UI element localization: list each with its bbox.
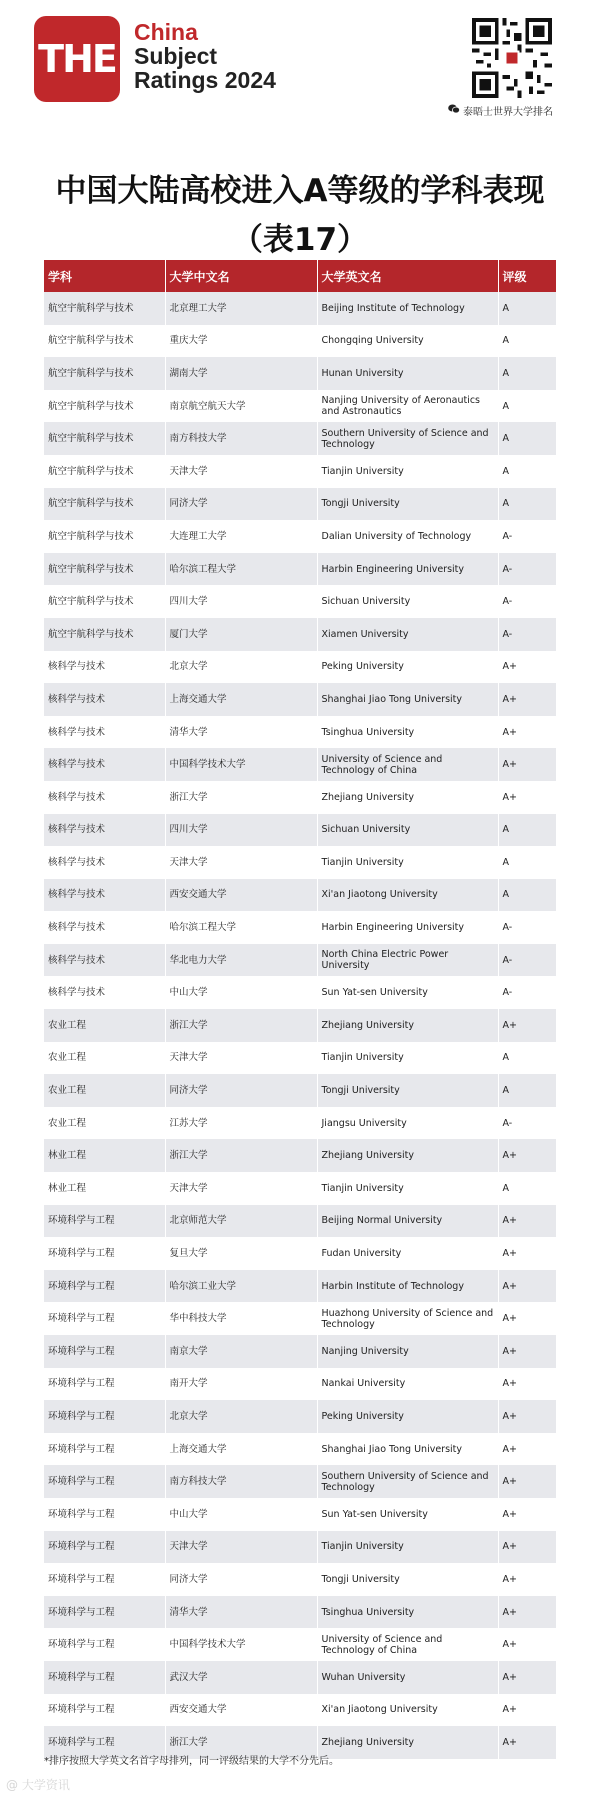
cell-chinese-name: 中山大学	[165, 1498, 317, 1531]
cell-subject: 航空宇航科学与技术	[44, 520, 165, 553]
table-row	[44, 1205, 556, 1238]
cell-chinese-name: 四川大学	[165, 585, 317, 618]
table-row	[44, 1661, 556, 1694]
cell-english-name: Nankai University	[317, 1368, 498, 1401]
table-row	[44, 944, 556, 977]
cell-subject: 核科学与技术	[44, 911, 165, 944]
cell-rating: A+	[498, 1335, 556, 1368]
cell-chinese-name: 四川大学	[165, 814, 317, 847]
cell-chinese-name: 江苏大学	[165, 1107, 317, 1140]
brand-line-china: China	[134, 19, 198, 45]
cell-chinese-name: 华中科技大学	[165, 1302, 317, 1335]
cell-rating: A+	[498, 651, 556, 684]
table-row	[44, 1596, 556, 1629]
cell-english-name: Nanjing University of Aeronautics and Astronautics	[317, 390, 498, 423]
cell-chinese-name: 同济大学	[165, 1074, 317, 1107]
cell-english-name: Southern University of Science and Technology	[317, 1465, 498, 1498]
cell-chinese-name: 湖南大学	[165, 357, 317, 390]
cell-english-name: Harbin Engineering University	[317, 553, 498, 586]
column-header-english-name: 大学英文名	[317, 260, 498, 292]
qr-caption-text: 泰晤士世界大学排名	[463, 107, 553, 118]
cell-rating: A+	[498, 1009, 556, 1042]
cell-subject: 核科学与技术	[44, 781, 165, 814]
cell-rating: A+	[498, 1302, 556, 1335]
cell-rating: A-	[498, 1107, 556, 1140]
cell-subject: 航空宇航科学与技术	[44, 553, 165, 586]
cell-chinese-name: 天津大学	[165, 455, 317, 488]
cell-subject: 环境科学与工程	[44, 1661, 165, 1694]
cell-rating: A+	[498, 1139, 556, 1172]
cell-rating: A+	[498, 1726, 556, 1759]
cell-subject: 环境科学与工程	[44, 1302, 165, 1335]
table-row	[44, 1139, 556, 1172]
cell-chinese-name: 上海交通大学	[165, 683, 317, 716]
cell-chinese-name: 浙江大学	[165, 1139, 317, 1172]
cell-subject: 核科学与技术	[44, 651, 165, 684]
cell-subject: 环境科学与工程	[44, 1628, 165, 1661]
table-row	[44, 488, 556, 521]
table-row	[44, 1368, 556, 1401]
cell-english-name: Tongji University	[317, 1563, 498, 1596]
cell-subject: 环境科学与工程	[44, 1694, 165, 1727]
cell-chinese-name: 北京大学	[165, 1400, 317, 1433]
cell-english-name: Xi'an Jiaotong University	[317, 1694, 498, 1727]
cell-rating: A+	[498, 781, 556, 814]
cell-english-name: Harbin Engineering University	[317, 911, 498, 944]
cell-rating: A	[498, 814, 556, 847]
cell-subject: 环境科学与工程	[44, 1368, 165, 1401]
column-header-chinese-name: 大学中文名	[165, 260, 317, 292]
table-row	[44, 1694, 556, 1727]
cell-english-name: Shanghai Jiao Tong University	[317, 683, 498, 716]
cell-subject: 航空宇航科学与技术	[44, 357, 165, 390]
cell-chinese-name: 清华大学	[165, 716, 317, 749]
cell-subject: 航空宇航科学与技术	[44, 488, 165, 521]
cell-chinese-name: 同济大学	[165, 1563, 317, 1596]
cell-subject: 航空宇航科学与技术	[44, 585, 165, 618]
cell-rating: A	[498, 390, 556, 423]
cell-chinese-name: 大连理工大学	[165, 520, 317, 553]
cell-english-name: Huazhong University of Science and Technology	[317, 1302, 498, 1335]
cell-chinese-name: 中国科学技术大学	[165, 748, 317, 781]
cell-chinese-name: 南开大学	[165, 1368, 317, 1401]
column-header-subject: 学科	[44, 260, 165, 292]
cell-english-name: Tianjin University	[317, 846, 498, 879]
cell-subject: 农业工程	[44, 1042, 165, 1075]
cell-english-name: Beijing Institute of Technology	[317, 292, 498, 325]
cell-subject: 核科学与技术	[44, 683, 165, 716]
cell-chinese-name: 重庆大学	[165, 325, 317, 358]
cell-chinese-name: 天津大学	[165, 1531, 317, 1564]
cell-chinese-name: 北京理工大学	[165, 292, 317, 325]
cell-chinese-name: 北京师范大学	[165, 1205, 317, 1238]
table-row	[44, 1498, 556, 1531]
cell-english-name: Nanjing University	[317, 1335, 498, 1368]
cell-subject: 航空宇航科学与技术	[44, 422, 165, 455]
page-subtitle: （表17）	[231, 222, 369, 258]
cell-rating: A-	[498, 618, 556, 651]
cell-rating: A+	[498, 1694, 556, 1727]
table-row	[44, 1465, 556, 1498]
cell-rating: A-	[498, 520, 556, 553]
cell-rating: A	[498, 879, 556, 912]
qr-caption	[448, 103, 553, 118]
cell-english-name: Wuhan University	[317, 1661, 498, 1694]
table-row	[44, 1433, 556, 1466]
cell-english-name: Sichuan University	[317, 585, 498, 618]
cell-chinese-name: 天津大学	[165, 1172, 317, 1205]
cell-english-name: Zhejiang University	[317, 1139, 498, 1172]
cell-chinese-name: 浙江大学	[165, 1009, 317, 1042]
cell-english-name: Xi'an Jiaotong University	[317, 879, 498, 912]
cell-english-name: Tsinghua University	[317, 716, 498, 749]
cell-chinese-name: 南方科技大学	[165, 1465, 317, 1498]
cell-chinese-name: 南京大学	[165, 1335, 317, 1368]
table-row	[44, 357, 556, 390]
cell-chinese-name: 同济大学	[165, 488, 317, 521]
page-title: 中国大陆高校进入A等级的学科表现	[55, 173, 545, 209]
cell-subject: 农业工程	[44, 1107, 165, 1140]
cell-chinese-name: 清华大学	[165, 1596, 317, 1629]
cell-subject: 航空宇航科学与技术	[44, 325, 165, 358]
cell-subject: 环境科学与工程	[44, 1433, 165, 1466]
cell-rating: A	[498, 422, 556, 455]
cell-english-name: Jiangsu University	[317, 1107, 498, 1140]
cell-subject: 航空宇航科学与技术	[44, 390, 165, 423]
cell-rating: A	[498, 846, 556, 879]
table-row	[44, 748, 556, 781]
cell-rating: A-	[498, 944, 556, 977]
brand-line-ratings: Ratings 2024	[134, 67, 276, 93]
cell-rating: A	[498, 1172, 556, 1205]
cell-english-name: Sun Yat-sen University	[317, 1498, 498, 1531]
cell-subject: 环境科学与工程	[44, 1335, 165, 1368]
cell-english-name: Tianjin University	[317, 455, 498, 488]
table-row	[44, 976, 556, 1009]
cell-chinese-name: 天津大学	[165, 846, 317, 879]
cell-chinese-name: 华北电力大学	[165, 944, 317, 977]
cell-subject: 核科学与技术	[44, 879, 165, 912]
cell-chinese-name: 北京大学	[165, 651, 317, 684]
cell-rating: A+	[498, 748, 556, 781]
cell-chinese-name: 中国科学技术大学	[165, 1628, 317, 1661]
cell-rating: A+	[498, 1661, 556, 1694]
cell-chinese-name: 厦门大学	[165, 618, 317, 651]
table-row	[44, 390, 556, 423]
cell-subject: 航空宇航科学与技术	[44, 455, 165, 488]
cell-rating: A+	[498, 716, 556, 749]
cell-rating: A+	[498, 1465, 556, 1498]
table-row	[44, 1628, 556, 1661]
cell-rating: A	[498, 292, 556, 325]
cell-chinese-name: 浙江大学	[165, 1726, 317, 1759]
cell-rating: A+	[498, 1563, 556, 1596]
cell-subject: 环境科学与工程	[44, 1465, 165, 1498]
table-header-row	[44, 260, 556, 292]
cell-rating: A+	[498, 1596, 556, 1629]
table-row	[44, 618, 556, 651]
cell-english-name: University of Science and Technology of China	[317, 748, 498, 781]
cell-subject: 核科学与技术	[44, 944, 165, 977]
table-row	[44, 1009, 556, 1042]
cell-chinese-name: 上海交通大学	[165, 1433, 317, 1466]
cell-english-name: Tianjin University	[317, 1531, 498, 1564]
cell-english-name: Zhejiang University	[317, 1726, 498, 1759]
table-body	[44, 292, 556, 1759]
cell-subject: 环境科学与工程	[44, 1205, 165, 1238]
table-row	[44, 716, 556, 749]
qr-code[interactable]	[472, 18, 552, 98]
cell-english-name: Tongji University	[317, 1074, 498, 1107]
table-row	[44, 520, 556, 553]
page-header	[0, 0, 600, 125]
cell-rating: A	[498, 357, 556, 390]
cell-rating: A	[498, 1042, 556, 1075]
table-row	[44, 553, 556, 586]
cell-rating: A-	[498, 553, 556, 586]
cell-rating: A-	[498, 585, 556, 618]
cell-chinese-name: 南京航空航天大学	[165, 390, 317, 423]
cell-english-name: Sun Yat-sen University	[317, 976, 498, 1009]
cell-chinese-name: 哈尔滨工程大学	[165, 911, 317, 944]
cell-subject: 环境科学与工程	[44, 1498, 165, 1531]
cell-subject: 环境科学与工程	[44, 1531, 165, 1564]
cell-rating: A-	[498, 976, 556, 1009]
cell-english-name: Zhejiang University	[317, 781, 498, 814]
cell-subject: 环境科学与工程	[44, 1563, 165, 1596]
cell-subject: 农业工程	[44, 1074, 165, 1107]
cell-chinese-name: 中山大学	[165, 976, 317, 1009]
table-row	[44, 1172, 556, 1205]
table-row	[44, 879, 556, 912]
cell-chinese-name: 天津大学	[165, 1042, 317, 1075]
cell-english-name: Shanghai Jiao Tong University	[317, 1433, 498, 1466]
cell-rating: A	[498, 325, 556, 358]
footnote: *排序按照大学英文名首字母排列，同一评级结果的大学不分先后。	[44, 1756, 339, 1767]
cell-rating: A	[498, 1074, 556, 1107]
table-row	[44, 1270, 556, 1303]
table-row	[44, 1042, 556, 1075]
cell-subject: 环境科学与工程	[44, 1237, 165, 1270]
cell-subject: 核科学与技术	[44, 716, 165, 749]
cell-rating: A+	[498, 1205, 556, 1238]
cell-subject: 航空宇航科学与技术	[44, 292, 165, 325]
table-row	[44, 1563, 556, 1596]
cell-english-name: Chongqing University	[317, 325, 498, 358]
cell-rating: A+	[498, 1498, 556, 1531]
table-row	[44, 585, 556, 618]
cell-subject: 核科学与技术	[44, 846, 165, 879]
column-header-rating: 评级	[498, 260, 556, 292]
cell-subject: 林业工程	[44, 1139, 165, 1172]
cell-english-name: Fudan University	[317, 1237, 498, 1270]
cell-chinese-name: 武汉大学	[165, 1661, 317, 1694]
table-row	[44, 1335, 556, 1368]
cell-english-name: Harbin Institute of Technology	[317, 1270, 498, 1303]
cell-english-name: Sichuan University	[317, 814, 498, 847]
cell-rating: A+	[498, 1237, 556, 1270]
cell-subject: 环境科学与工程	[44, 1400, 165, 1433]
table-row	[44, 814, 556, 847]
wechat-icon	[448, 104, 460, 117]
watermark: @ 大学资讯	[6, 1778, 70, 1792]
brand-title	[134, 20, 276, 92]
cell-subject: 航空宇航科学与技术	[44, 618, 165, 651]
cell-rating: A+	[498, 683, 556, 716]
cell-english-name: Peking University	[317, 1400, 498, 1433]
table-row	[44, 1237, 556, 1270]
cell-english-name: Tongji University	[317, 488, 498, 521]
cell-chinese-name: 哈尔滨工程大学	[165, 553, 317, 586]
cell-english-name: North China Electric Power University	[317, 944, 498, 977]
cell-rating: A-	[498, 911, 556, 944]
cell-chinese-name: 复旦大学	[165, 1237, 317, 1270]
table-row	[44, 911, 556, 944]
table-row	[44, 1074, 556, 1107]
cell-english-name: Peking University	[317, 651, 498, 684]
table-row	[44, 1531, 556, 1564]
cell-english-name: Tsinghua University	[317, 1596, 498, 1629]
cell-english-name: Hunan University	[317, 357, 498, 390]
cell-english-name: University of Science and Technology of China	[317, 1628, 498, 1661]
cell-chinese-name: 哈尔滨工业大学	[165, 1270, 317, 1303]
table-row	[44, 846, 556, 879]
cell-subject: 农业工程	[44, 1009, 165, 1042]
cell-english-name: Southern University of Science and Technology	[317, 422, 498, 455]
cell-subject: 核科学与技术	[44, 748, 165, 781]
cell-english-name: Beijing Normal University	[317, 1205, 498, 1238]
cell-rating: A+	[498, 1270, 556, 1303]
cell-rating: A	[498, 488, 556, 521]
table-row	[44, 422, 556, 455]
table-row	[44, 292, 556, 325]
cell-rating: A	[498, 455, 556, 488]
cell-subject: 林业工程	[44, 1172, 165, 1205]
cell-subject: 核科学与技术	[44, 976, 165, 1009]
table-row	[44, 781, 556, 814]
cell-rating: A+	[498, 1531, 556, 1564]
cell-chinese-name: 西安交通大学	[165, 1694, 317, 1727]
table-row	[44, 325, 556, 358]
cell-subject: 环境科学与工程	[44, 1270, 165, 1303]
brand-line-subject: Subject	[134, 43, 218, 69]
cell-chinese-name: 南方科技大学	[165, 422, 317, 455]
ratings-table	[44, 260, 557, 1759]
the-logo: THE	[34, 16, 120, 102]
cell-subject: 环境科学与工程	[44, 1726, 165, 1759]
cell-subject: 环境科学与工程	[44, 1596, 165, 1629]
cell-rating: A+	[498, 1628, 556, 1661]
table-row	[44, 651, 556, 684]
table-row	[44, 683, 556, 716]
cell-rating: A+	[498, 1368, 556, 1401]
cell-english-name: Tianjin University	[317, 1172, 498, 1205]
cell-english-name: Xiamen University	[317, 618, 498, 651]
cell-subject: 核科学与技术	[44, 814, 165, 847]
cell-rating: A+	[498, 1433, 556, 1466]
table-row	[44, 1107, 556, 1140]
cell-chinese-name: 西安交通大学	[165, 879, 317, 912]
cell-english-name: Tianjin University	[317, 1042, 498, 1075]
cell-rating: A+	[498, 1400, 556, 1433]
cell-chinese-name: 浙江大学	[165, 781, 317, 814]
table-row	[44, 1302, 556, 1335]
cell-english-name: Zhejiang University	[317, 1009, 498, 1042]
table-row	[44, 1400, 556, 1433]
cell-english-name: Dalian University of Technology	[317, 520, 498, 553]
table-row	[44, 455, 556, 488]
